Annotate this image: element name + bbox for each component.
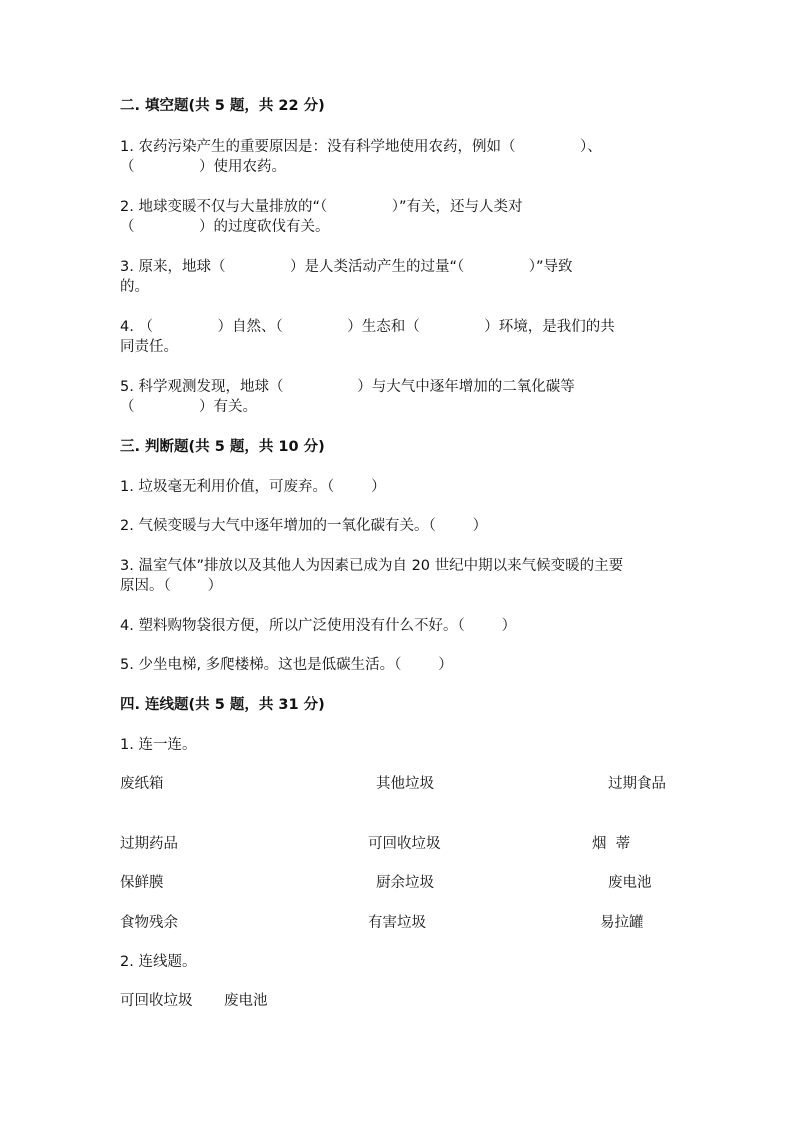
s3-q1: 1. 垃圾毫无利用价值，可废弃。（ ） [120,479,386,495]
s2-q2-line2: （ ）的过度砍伐有关。 [120,219,330,235]
match-left-4: 食物残余 [120,915,178,931]
s3-q4: 4. 塑料购物袋很方便，所以广泛使用没有什么不好。（ ） [120,618,517,634]
s2-q2-line1: 2. 地球变暖不仅与大量排放的“（ ）”有关，还与人类对 [120,199,523,215]
section2-title: 二. 填空题(共 5 题，共 22 分) [120,98,325,114]
s2-q3-line2: 的。 [120,279,149,295]
section4-title: 四. 连线题(共 5 题，共 31 分) [120,697,325,713]
s3-q5: 5. 少坐电梯, 多爬楼梯。这也是低碳生活。（ ） [120,657,453,673]
s2-q1-line1: 1. 农药污染产生的重要原因是：没有科学地使用农药，例如（ ）、 [120,139,602,155]
s2-q5-line1: 5. 科学观测发现，地球（ ）与大气中逐年增加的二氧化碳等 [120,379,575,395]
match-mid-3: 厨余垃圾 [376,875,434,891]
q2-right-item: 废电池 [224,993,268,1009]
match-right-1: 过期食品 [608,776,666,792]
match-left-3: 保鲜膜 [120,875,164,891]
s4-q2-label: 2. 连线题。 [120,954,197,970]
s2-q4-line1: 4. （ ）自然、（ ）生态和（ ）环境，是我们的共 [120,319,615,335]
match-mid-4: 有害垃圾 [368,915,426,931]
s4-q1-label: 1. 连一连。 [120,737,197,753]
match-right-2: 烟 蒂 [592,836,631,852]
match-left-2: 过期药品 [120,836,178,852]
match-right-3: 废电池 [608,875,652,891]
match-mid-1: 其他垃圾 [376,776,434,792]
s2-q5-line2: （ ）有关。 [120,399,258,415]
match-left-1: 废纸箱 [120,776,164,792]
q2-left-item: 可回收垃圾 [120,993,193,1009]
s3-q3-line1: 3. 温室气体”排放以及其他人为因素已成为自 20 世纪中期以来气候变暖的主要 [120,558,624,574]
match-right-4: 易拉罐 [600,915,644,931]
s2-q1-line2: （ ）使用农药。 [120,159,287,175]
s3-q3-line2: 原因。（ ） [120,578,223,594]
s3-q2: 2. 气候变暖与大气中逐年增加的一氧化碳有关。（ ） [120,518,488,534]
s2-q3-line1: 3. 原来，地球（ ）是人类活动产生的过量“（ ）”导致 [120,259,573,275]
section3-title: 三. 判断题(共 5 题，共 10 分) [120,439,325,455]
s2-q4-line2: 同责任。 [120,339,178,355]
match-mid-2: 可回收垃圾 [368,836,441,852]
